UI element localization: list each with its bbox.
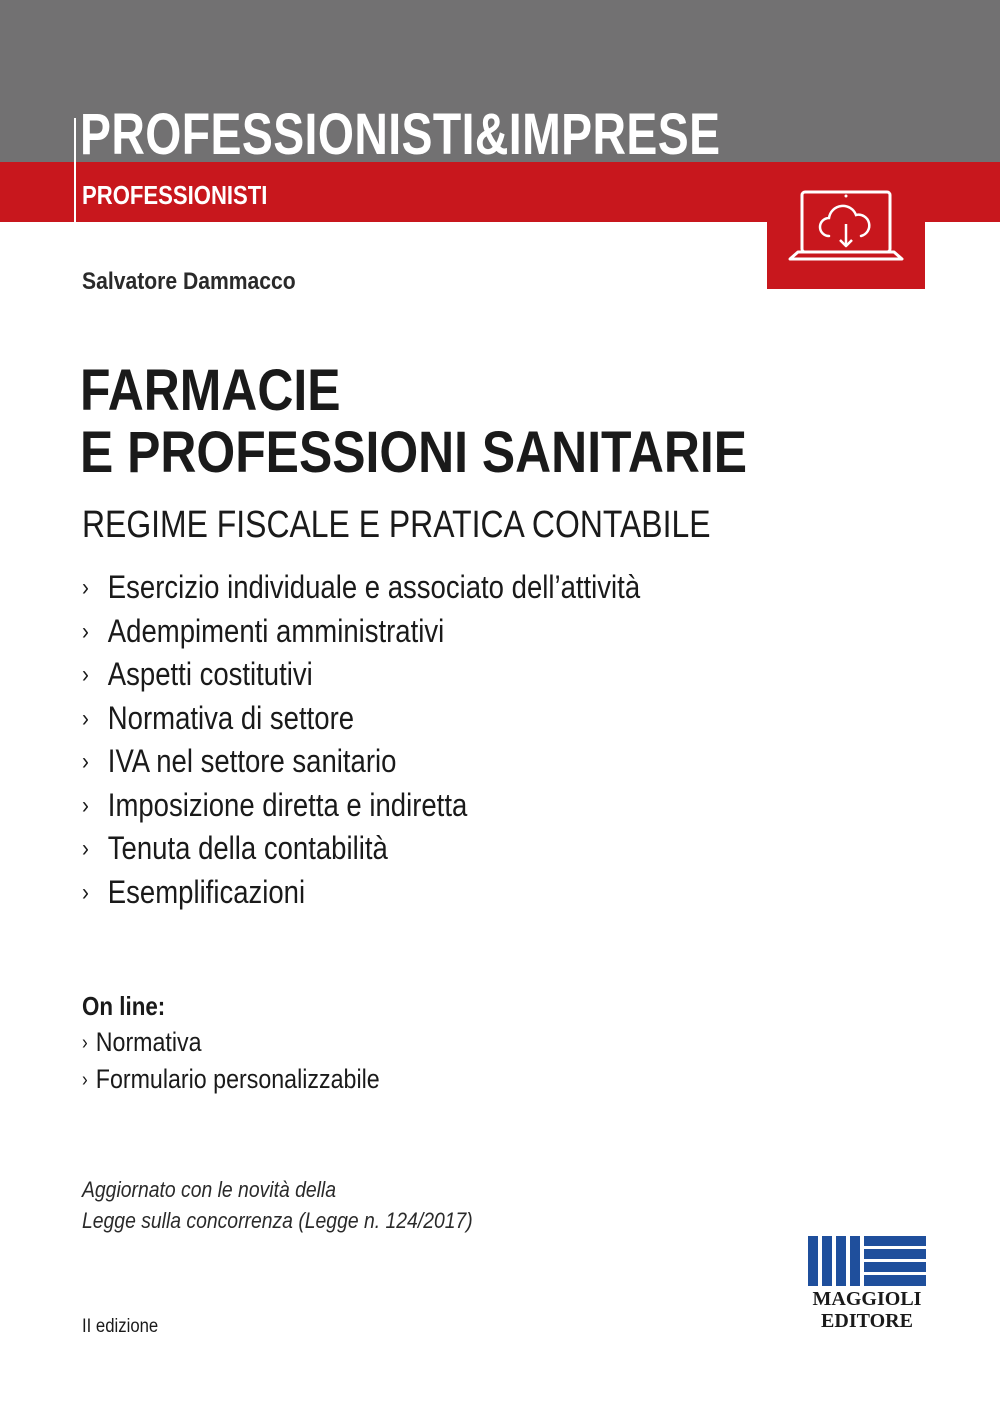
topics-list [82,566,640,914]
list-item [82,784,640,828]
list-item [82,740,640,784]
online-item-text: Formulario personalizzabile [95,1064,380,1094]
chevron-right-icon: › [82,748,89,775]
chevron-right-icon: › [82,617,89,645]
book-subtitle: REGIME FISCALE E PRATICA CONTABILE [82,504,711,546]
online-list [82,1024,380,1098]
topic-text: Esemplificazioni [107,873,306,910]
update-note-line: Aggiornato con le novità della [82,1177,337,1202]
list-item [82,610,640,654]
publisher-name-line: EDITORE [821,1310,913,1332]
list-item [82,827,640,871]
topic-text: IVA nel settore sanitario [107,743,397,779]
list-item [82,1024,380,1061]
laptop-cloud-download-icon [767,162,925,289]
series-divider-line [74,118,76,222]
topic-text: Aspetti costitutivi [107,656,313,692]
chevron-right-icon: › [82,835,89,862]
chevron-right-icon: › [82,878,89,906]
update-note-line: Legge sulla concorrenza (Legge n. 124/2017) [82,1208,473,1233]
topic-text: Adempimenti amministrativi [107,612,445,649]
book-title-line: FARMACIE [80,358,341,423]
edition-label: II edizione [82,1316,159,1337]
topic-text: Esercizio individuale e associato dell’attività [107,569,641,605]
list-item [82,1061,380,1098]
chevron-right-icon: › [82,1069,88,1091]
chevron-right-icon: › [82,574,89,601]
list-item [82,653,640,697]
topic-text: Tenuta della contabilità [107,830,388,866]
list-item [82,871,640,915]
maggioli-logo-icon [808,1234,926,1288]
online-heading: On line: [82,991,166,1021]
online-resources-badge [767,162,925,289]
author-name: Salvatore Dammacco [82,268,296,295]
publisher-name-line: MAGGIOLI [812,1288,922,1310]
publisher-name [808,1288,926,1332]
chevron-right-icon: › [82,791,89,819]
book-title-line: E PROFESSIONI SANITARIE [80,420,748,485]
update-note [82,1174,473,1236]
chevron-right-icon: › [82,1032,88,1054]
topic-text: Normativa di settore [107,699,355,736]
online-item-text: Normativa [95,1027,202,1057]
book-title [80,360,747,484]
series-subtitle: PROFESSIONISTI [82,180,268,210]
publisher-logo [808,1234,926,1340]
chevron-right-icon: › [82,661,89,688]
chevron-right-icon: › [82,704,89,732]
list-item [82,697,640,741]
topic-text: Imposizione diretta e indiretta [107,786,468,823]
series-title: PROFESSIONISTI&IMPRESE [80,102,721,167]
list-item [82,566,640,610]
